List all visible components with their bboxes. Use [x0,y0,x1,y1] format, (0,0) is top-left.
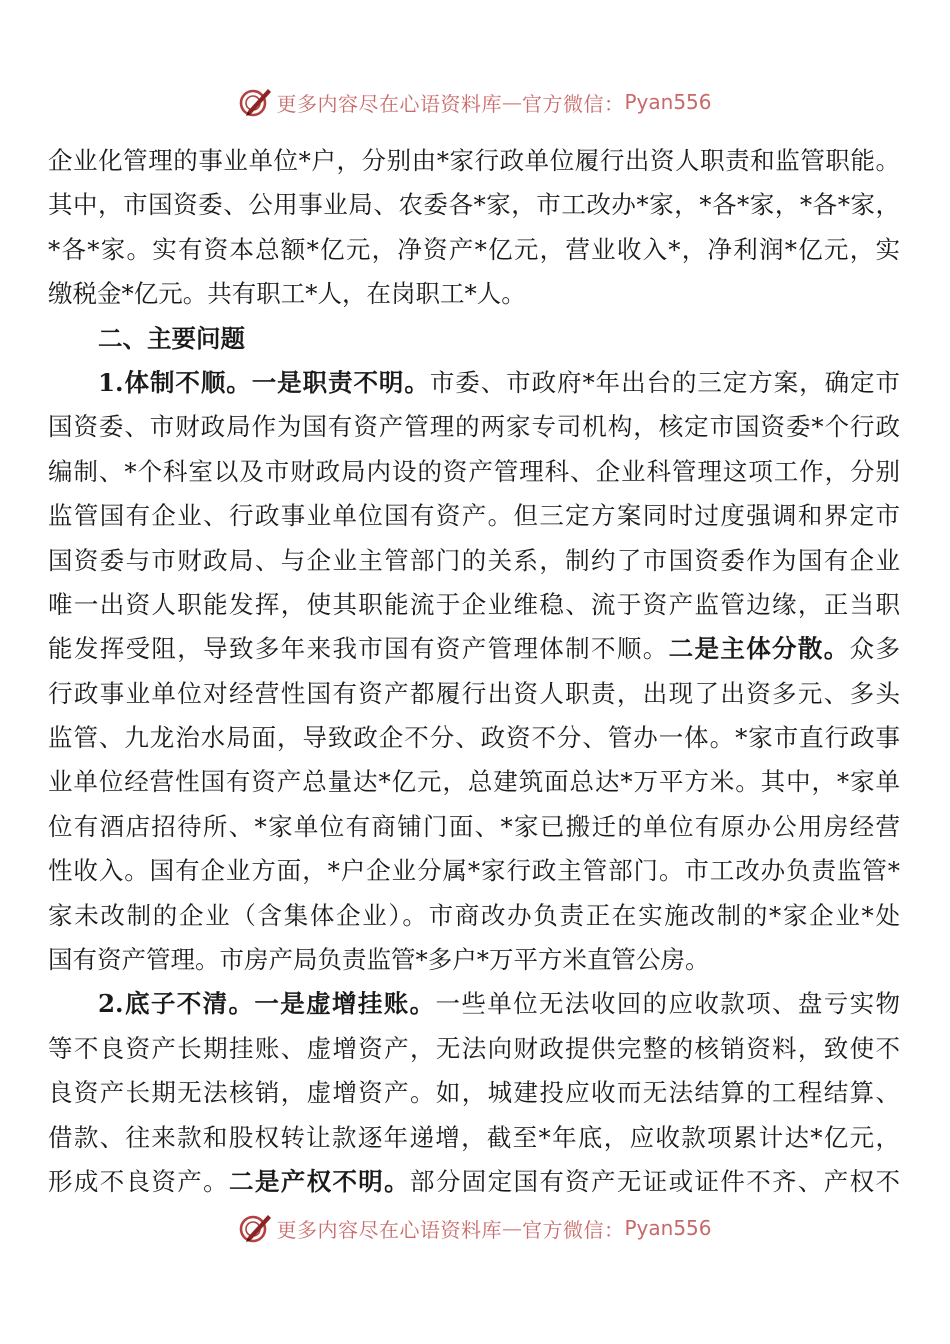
text-line: 良资产长期无法核销，虚增资产。如，城建投应收而无法结算的工程结算、 [48,1078,900,1108]
banner-separator: — [501,1216,522,1240]
text-line: 缴税金*亿元。共有职工*人，在岗职工*人。 [48,279,526,309]
bold-run: 2.底子不清。一是虚增挂账。 [98,989,436,1019]
text-line: 等不良资产长期挂账、虚增资产，无法向财政提供完整的核销资料，致使不 [48,1033,900,1063]
text-line: 国有资产管理。市房产局负责监管*多户*万平方米直管公房。 [48,945,710,975]
banner-title: 更多内容尽在心语资料库 [276,1217,502,1242]
pen-logo-icon [238,85,272,119]
text-line: 性收入。国有企业方面，*户企业分属*家行政主管部门。市工改办负责监管* [48,856,900,886]
text-line: 编制、*个科室以及市财政局内设的资产管理科、企业科管理这项工作，分别 [48,456,900,486]
footer-banner [0,1208,950,1248]
banner-suffix: 官方微信： [521,1217,625,1242]
text-line: *各*家。实有资本总额*亿元，净资产*亿元，营业收入*，净利润*亿元，实 [48,234,900,264]
text-line [48,361,900,405]
text-run: 部分固定国有资产无证或证件不齐、产权不 [410,1166,900,1196]
text-run: 能发挥受阻，导致多年来我市国有资产管理体制不顺。 [48,634,669,664]
text-run: 一些单位无法收回的应收款项、盘亏实物 [435,989,900,1019]
text-line [48,627,900,671]
pen-logo-icon [238,1211,272,1245]
banner-suffix: 官方微信： [521,91,625,116]
bold-run: 1.体制不顺。一是职责不明。 [98,367,430,397]
header-banner [0,82,950,122]
text-line: 业单位经营性国有资产总量达*亿元，总建筑面总达*万平方米。其中，*家单 [48,767,900,797]
text-line: 国资委与市财政局、与企业主管部门的关系，制约了市国资委作为国有企业 [48,545,900,575]
text-line: 监管国有企业、行政事业单位国有资产。但三定方案同时过度强调和界定市 [48,501,900,531]
text-line [48,982,900,1026]
text-line: 借款、往来款和股权转让款逐年递增，截至*年底，应收款项累计达*亿元， [48,1122,900,1152]
text-run: 形成不良资产。 [48,1166,230,1196]
text-line: 位有酒店招待所、*家单位有商铺门面、*家已搬迁的单位有原办公用房经营 [48,811,900,841]
banner-title: 更多内容尽在心语资料库 [276,91,502,116]
bold-run: 二是主体分散。 [668,634,850,664]
banner-wechat-id: Pyan556 [624,1216,712,1240]
bold-run: 二是产权不明。 [229,1166,411,1196]
text-run: 市委、市政府*年出台的三定方案，确定市 [429,367,900,397]
text-line [48,1160,900,1204]
text-line: 行政事业单位对经营性国有资产都履行出资人职责，出现了出资多元、多头 [48,678,900,708]
text-line: 监管、九龙治水局面，导致政企不分、政资不分、管办一体。*家市直行政事 [48,723,900,753]
section-heading: 二、主要问题 [98,323,245,353]
text-line: 其中，市国资委、公用事业局、农委各*家，市工改办*家，*各*家，*各*家， [48,190,900,220]
document-body [48,139,900,1204]
text-line: 唯一出资人职能发挥，使其职能流于企业维稳、流于资产监管边缘，正当职 [48,589,900,619]
text-line: 企业化管理的事业单位*户，分别由*家行政单位履行出资人职责和监管职能。 [48,146,900,175]
text-line: 家未改制的企业（含集体企业）。市商改办负责正在实施改制的*家企业*处 [48,900,900,930]
banner-separator: — [501,90,522,114]
text-run: 众多 [849,634,900,664]
text-line: 国资委、市财政局作为国有资产管理的两家专司机构，核定市国资委*个行政 [48,412,900,442]
banner-wechat-id: Pyan556 [624,90,712,114]
